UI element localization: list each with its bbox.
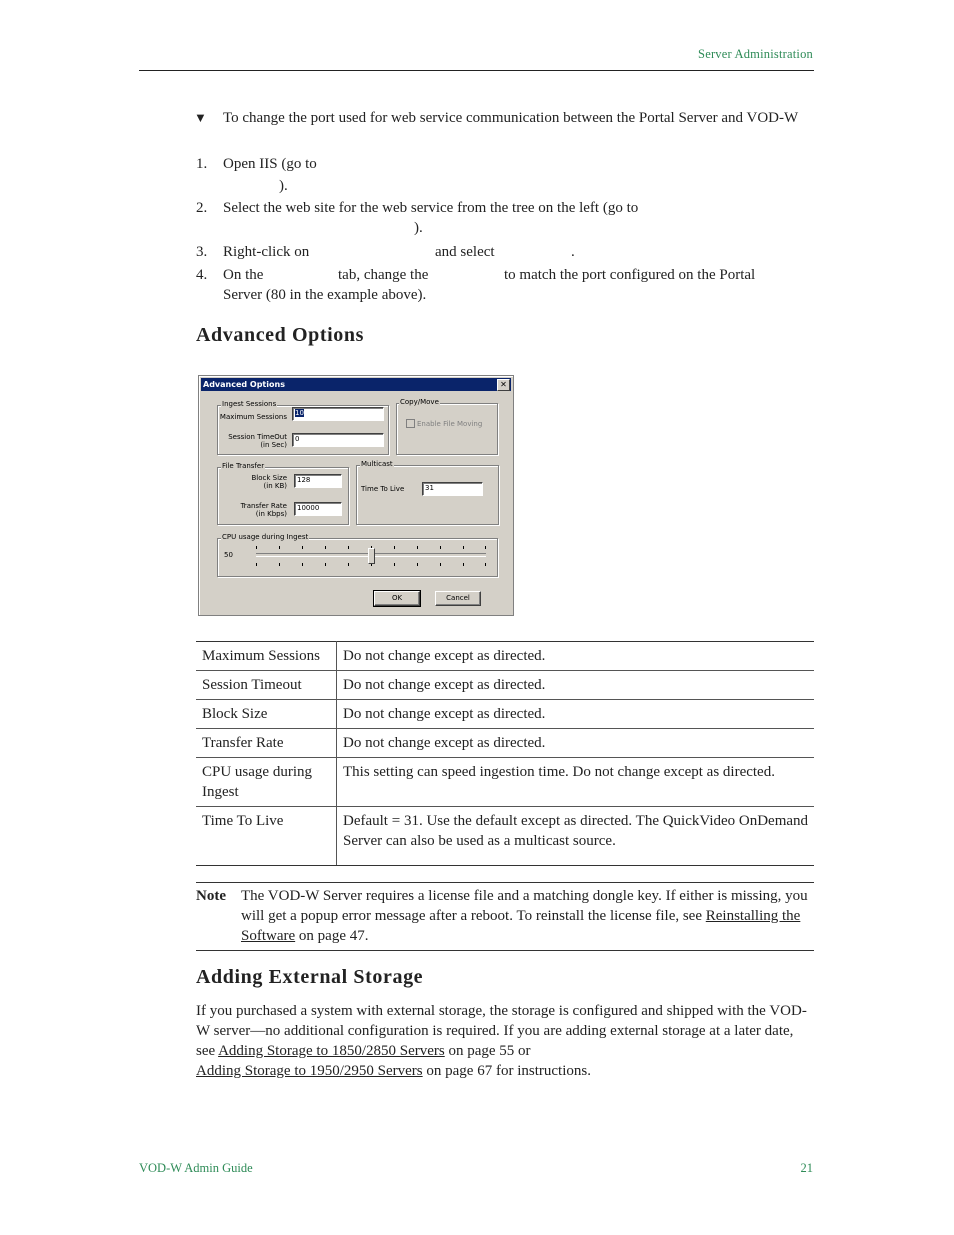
slider-tick (325, 563, 326, 566)
slider-tick (348, 563, 349, 566)
session-timeout-label: Session TimeOut (228, 433, 287, 441)
page-number: 21 (800, 1161, 813, 1175)
table-row (196, 642, 814, 671)
session-timeout-input[interactable]: 0 (292, 433, 384, 447)
group-label: CPU usage during Ingest (222, 533, 309, 541)
step-text: On the (223, 267, 264, 283)
dialog-titlebar (201, 378, 511, 391)
settings-table (196, 641, 814, 866)
session-timeout-unit: (in Sec) (260, 441, 287, 449)
setting-description: Do not change except as directed. (337, 642, 815, 671)
field-value: 10 (295, 409, 304, 417)
step-number: 2. (196, 200, 208, 216)
copy-move-group (396, 403, 498, 455)
bullet-text: To change the port used for web service communication between the Portal Server and VOD-W (223, 110, 799, 126)
max-sessions-label: Maximum Sessions (219, 413, 287, 421)
block-size-unit: (in KB) (263, 482, 287, 490)
slider-tick (256, 563, 257, 566)
dialog-title: Advanced Options (203, 380, 285, 389)
setting-name: Maximum Sessions (196, 642, 337, 671)
table-row (196, 758, 814, 807)
step-text: and select (435, 244, 495, 260)
table-row (196, 807, 814, 866)
block-size-input[interactable]: 128 (294, 474, 342, 488)
close-icon[interactable]: ✕ (497, 379, 510, 391)
setting-description: Do not change except as directed. (337, 671, 815, 700)
slider-tick (417, 546, 418, 549)
transfer-rate-input[interactable]: 10000 (294, 502, 342, 516)
transfer-rate-unit: (in Kbps) (255, 510, 287, 518)
transfer-rate-label: Transfer Rate (240, 502, 287, 510)
step-text: Open IIS (go to (223, 156, 317, 172)
cpu-value-label: 50 (224, 551, 233, 559)
slider-tick (302, 546, 303, 549)
setting-name: Session Timeout (196, 671, 337, 700)
adding-storage-1950-link[interactable]: Adding Storage to 1950/2950 Servers (196, 1063, 423, 1079)
group-label: Ingest Sessions (222, 400, 277, 408)
adding-storage-1850-link[interactable]: Adding Storage to 1850/2850 Servers (218, 1043, 445, 1059)
slider-tick (279, 563, 280, 566)
storage-text: If you purchased a system with external storage, the storage is configured and shipped with the VOD-W server—no additional configuration is required. If you are adding external storage at a later date, see (196, 1003, 807, 1059)
note-text (241, 886, 813, 946)
header-rule (139, 70, 814, 71)
advanced-options-dialog (198, 375, 514, 616)
step-text: ). (279, 178, 288, 194)
slider-tick (348, 546, 349, 549)
setting-description: This setting can speed ingestion time. Do not change except as directed. (337, 758, 815, 807)
reinstalling-software-link[interactable]: Reinstalling the Software (241, 908, 801, 944)
note-body: The VOD-W Server requires a license file and a matching dongle key. If either is missing, you will get a popup error message after a reboot. To reinstall the license file, see (241, 888, 808, 924)
step-text: Right-click on (223, 244, 310, 260)
step-text: Select the web site for the web service from the tree on the left (go to (223, 200, 639, 216)
step-text: to match the port configured on the Portal (504, 267, 756, 283)
slider-tick (440, 546, 441, 549)
setting-name: Time To Live (196, 807, 337, 866)
note-label: Note (196, 888, 226, 904)
slider-tick (394, 563, 395, 566)
enable-file-moving-label: Enable File Moving (417, 420, 483, 428)
slider-tick (440, 563, 441, 566)
storage-text: on page 55 or (448, 1043, 531, 1059)
slider-tick (417, 563, 418, 566)
storage-paragraph (196, 1001, 812, 1081)
max-sessions-input[interactable] (292, 407, 384, 421)
section-heading: Adding External Storage (196, 966, 424, 988)
slider-tick (256, 546, 257, 549)
slider-tick (463, 546, 464, 549)
cpu-usage-group (217, 538, 498, 577)
block-size-label: Block Size (251, 474, 287, 482)
group-label: Multicast (361, 460, 393, 468)
slider-tick (485, 546, 486, 549)
slider-tick (394, 546, 395, 549)
step-text: Server (80 in the example above). (223, 287, 427, 303)
step-text: ). (414, 220, 423, 236)
table-row (196, 671, 814, 700)
ttl-label: Time To Live (361, 485, 405, 493)
setting-description: Do not change except as directed. (337, 729, 815, 758)
slider-tick (463, 563, 464, 566)
note-tail: on page 47. (298, 928, 369, 944)
step-text: tab, change the (338, 267, 429, 283)
setting-name: Block Size (196, 700, 337, 729)
cpu-slider-thumb[interactable] (368, 548, 375, 564)
section-heading: Advanced Options (196, 324, 364, 346)
running-header: Server Administration (698, 47, 813, 61)
setting-name: Transfer Rate (196, 729, 337, 758)
footer-title: VOD-W Admin Guide (139, 1161, 253, 1175)
group-label: Copy/Move (400, 398, 439, 406)
slider-tick (325, 546, 326, 549)
setting-description: Default = 31. Use the default except as directed. The QuickVideo OnDemand Server can also be used as a multicast source. (337, 807, 815, 866)
setting-name: CPU usage during Ingest (196, 758, 337, 807)
group-label: File Transfer (222, 462, 265, 470)
note-rule-bottom (196, 950, 814, 951)
slider-tick (279, 546, 280, 549)
enable-file-moving-checkbox[interactable] (406, 419, 415, 428)
storage-text: on page 67 for instructions. (426, 1063, 591, 1079)
note-rule-top (196, 882, 814, 883)
step-number: 3. (196, 244, 208, 260)
ok-button[interactable]: OK (374, 591, 420, 606)
step-text: . (571, 244, 575, 260)
setting-description: Do not change except as directed. (337, 700, 815, 729)
slider-tick (302, 563, 303, 566)
cancel-button[interactable]: Cancel (435, 591, 481, 606)
slider-tick (485, 563, 486, 566)
bullet-marker: ▼ (194, 110, 207, 125)
table-row (196, 700, 814, 729)
step-number: 4. (196, 267, 208, 283)
ttl-input[interactable]: 31 (422, 482, 483, 496)
step-number: 1. (196, 156, 208, 172)
table-row (196, 729, 814, 758)
